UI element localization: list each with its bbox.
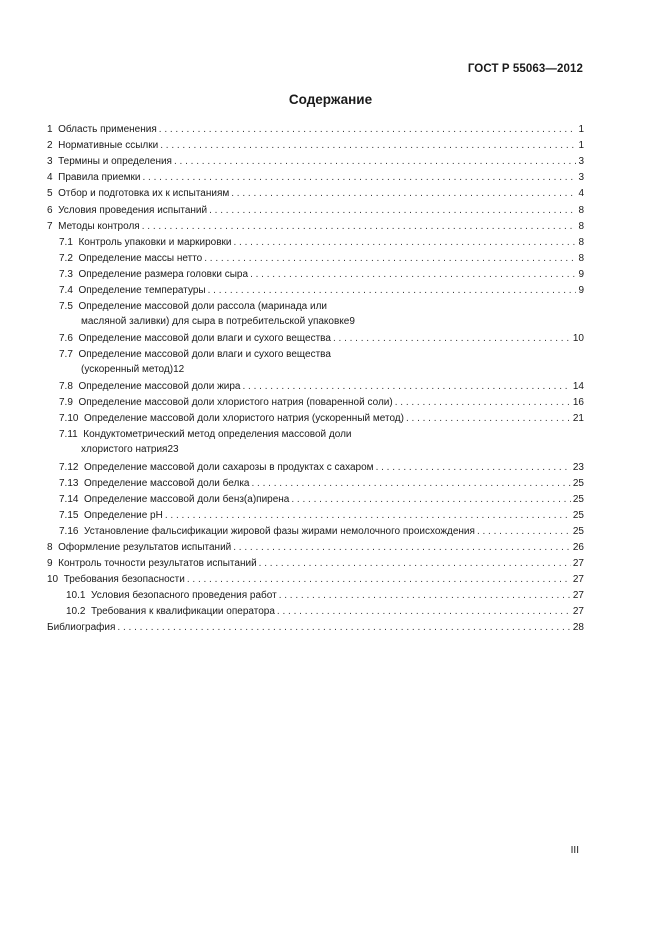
toc-entry[interactable]: [47, 457, 584, 473]
toc-page: 27: [572, 606, 584, 618]
toc-page: 27: [572, 590, 584, 602]
toc-number: 10: [47, 574, 59, 586]
toc-number: 4: [47, 172, 53, 184]
toc-text: Требования безопасности: [63, 574, 185, 586]
toc-entry[interactable]: [47, 618, 584, 634]
toc-entry[interactable]: [47, 120, 584, 136]
toc-number: 7.12: [59, 461, 79, 473]
toc-page: 9: [349, 316, 355, 328]
toc-entry[interactable]: [47, 329, 584, 345]
toc-entry[interactable]: [47, 200, 584, 216]
toc-text: Требования к квалификации оператора: [91, 606, 275, 618]
toc-page: 8: [578, 236, 584, 248]
toc-text: Определение массовой доли влаги и сухого вещества: [78, 333, 331, 345]
toc-text: Определение массовой доли рассола (маринада или: [78, 301, 328, 313]
toc-entry[interactable]: [47, 136, 584, 152]
toc-entry[interactable]: [47, 474, 584, 490]
toc-text-continued: масляной заливки) для сыра в потребительской упаковке: [81, 316, 350, 328]
toc-page: 1: [578, 124, 584, 136]
toc-entry[interactable]: [47, 490, 584, 506]
toc-number: 10.2: [66, 606, 86, 618]
toc-text: Определение массовой доли жира: [78, 381, 241, 393]
toc-number: 7.13: [59, 477, 79, 489]
toc-entry[interactable]: [47, 586, 584, 602]
toc-page: 23: [572, 461, 584, 473]
toc-entry[interactable]: [47, 297, 584, 329]
toc-page: 23: [167, 444, 179, 456]
toc-number: 10.1: [66, 590, 86, 602]
toc-page: 16: [572, 397, 584, 409]
toc-page: 8: [578, 220, 584, 232]
toc-number: 7.14: [59, 493, 79, 505]
toc-text: Правила приемки: [58, 172, 141, 184]
toc-number: 7.3: [59, 268, 73, 280]
toc-text: Термины и определения: [58, 156, 172, 168]
toc-page: 8: [578, 204, 584, 216]
toc-page: 9: [578, 268, 584, 280]
toc-entry[interactable]: [47, 184, 584, 200]
toc-entry[interactable]: [47, 602, 584, 618]
toc-text: Определение размера головки сыра: [78, 268, 249, 280]
toc-number: 5: [47, 188, 53, 200]
toc-text: Определение массовой доли сахарозы в продуктах с сахаром: [84, 461, 374, 473]
toc-number: 6: [47, 204, 53, 216]
toc-entry[interactable]: [47, 233, 584, 249]
toc-text: Оформление результатов испытаний: [58, 541, 232, 553]
toc-number: 1: [47, 124, 53, 136]
toc-text: Определение массы нетто: [78, 252, 203, 264]
toc-number: 7.10: [59, 413, 79, 425]
toc-text: Область применения: [58, 124, 157, 136]
toc-number: 7.16: [59, 525, 79, 537]
toc-entry[interactable]: [47, 249, 584, 265]
toc-number: 7.15: [59, 509, 79, 521]
toc-entry[interactable]: [47, 506, 584, 522]
toc-page: 9: [578, 285, 584, 297]
toc-text: Контроль точности результатов испытаний: [58, 558, 257, 570]
toc-entry[interactable]: [47, 152, 584, 168]
toc-entry[interactable]: [47, 570, 584, 586]
toc-entry[interactable]: [47, 538, 584, 554]
toc-entry[interactable]: [47, 377, 584, 393]
toc-page: 10: [572, 333, 584, 345]
toc-page: 25: [572, 477, 584, 489]
toc-text: Кондуктометрический метод определения массовой доли: [83, 429, 352, 441]
toc-text: Определение массовой доли влаги и сухого вещества: [78, 349, 331, 361]
toc-entry[interactable]: [47, 393, 584, 409]
toc-page: 8: [578, 252, 584, 264]
toc-entry[interactable]: [47, 425, 584, 457]
toc-entry[interactable]: [47, 345, 584, 377]
toc-number: 7.2: [59, 252, 73, 264]
toc-number: 3: [47, 156, 53, 168]
toc-text: Условия проведения испытаний: [58, 204, 208, 216]
toc-text: Контроль упаковки и маркировки: [78, 236, 232, 248]
toc-text-continued: (ускоренный метод): [81, 364, 174, 376]
toc-page: 27: [572, 574, 584, 586]
toc-page: 12: [173, 364, 185, 376]
toc-entry[interactable]: [47, 281, 584, 297]
toc-number: 2: [47, 140, 53, 152]
toc-page: 3: [578, 156, 584, 168]
toc-entry[interactable]: [47, 522, 584, 538]
toc-text: Нормативные ссылки: [58, 140, 159, 152]
toc-page: 25: [572, 509, 584, 521]
toc-page: 25: [572, 493, 584, 505]
toc-text: Библиография: [47, 622, 116, 634]
toc-page: 28: [572, 622, 584, 634]
toc-text: Условия безопасного проведения работ: [91, 590, 277, 602]
toc-number: 7: [47, 220, 53, 232]
toc-number: 7.5: [59, 301, 73, 313]
toc-number: 7.1: [59, 236, 73, 248]
document-code: ГОСТ Р 55063—2012: [467, 63, 583, 75]
toc-page: 21: [572, 413, 584, 425]
toc-page: 27: [572, 558, 584, 570]
toc-number: 7.7: [59, 349, 73, 361]
toc-page: 3: [578, 172, 584, 184]
toc-text: Установление фальсификации жировой фазы жирами немолочного происхождения: [84, 525, 475, 537]
toc-entry[interactable]: [47, 217, 584, 233]
table-of-contents: [47, 120, 584, 634]
toc-number: 7.11: [59, 429, 78, 441]
toc-page: 1: [578, 140, 584, 152]
toc-text: Определение массовой доли хлористого натрия (ускоренный метод): [84, 413, 404, 425]
toc-text: Отбор и подготовка их к испытаниям: [58, 188, 230, 200]
toc-number: 7.9: [59, 397, 73, 409]
toc-text: Методы контроля: [58, 220, 140, 232]
toc-text: Определение температуры: [78, 285, 206, 297]
toc-entry[interactable]: [47, 168, 584, 184]
toc-text: Определение массовой доли белка: [84, 477, 250, 489]
toc-number: 9: [47, 558, 53, 570]
toc-entry[interactable]: [47, 409, 584, 425]
toc-page: 26: [572, 541, 584, 553]
toc-entry[interactable]: [47, 554, 584, 570]
toc-text: Определение массовой доли бенз(а)пирена: [84, 493, 290, 505]
toc-page: 14: [572, 381, 584, 393]
toc-text-continued: хлористого натрия: [81, 444, 168, 456]
toc-number: 8: [47, 541, 53, 553]
toc-number: 7.8: [59, 381, 73, 393]
toc-number: 7.6: [59, 333, 73, 345]
page-number: III: [570, 845, 579, 856]
page-title: Содержание: [288, 92, 373, 107]
toc-page: 4: [578, 188, 584, 200]
toc-page: 25: [572, 525, 584, 537]
toc-entry[interactable]: [47, 265, 584, 281]
toc-number: 7.4: [59, 285, 73, 297]
toc-text: Определение pH: [84, 509, 163, 521]
toc-text: Определение массовой доли хлористого натрия (поваренной соли): [78, 397, 393, 409]
